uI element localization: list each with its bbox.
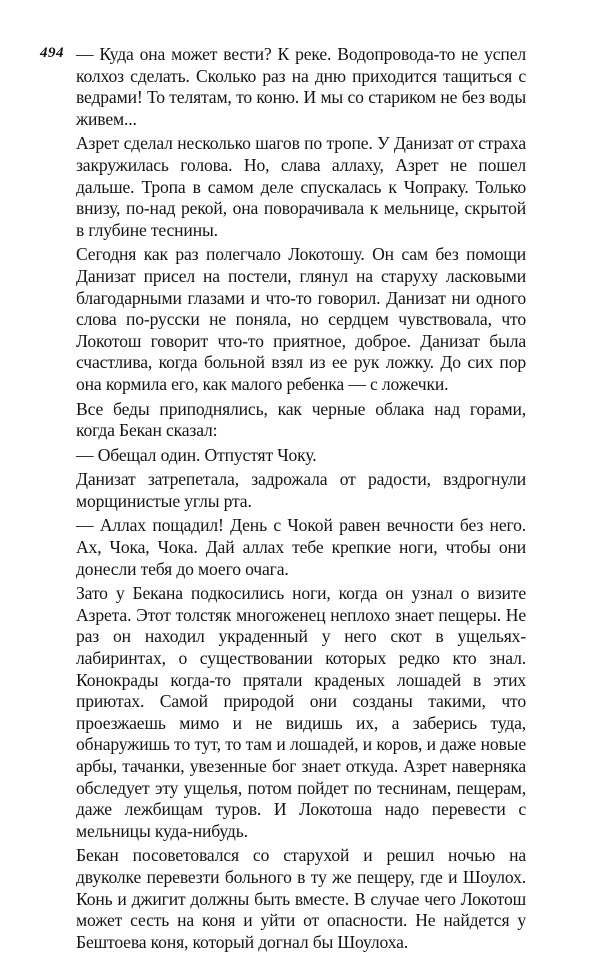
paragraph-6: Данизат затрепетала, задрожала от радости, вздрогнули морщинистые углы рта. bbox=[76, 469, 526, 511]
page-number: 494 bbox=[40, 45, 64, 61]
paragraph-8: Зато у Бекана подкосились ноги, когда он узнал о визите Азрета. Этот толстяк многоженец неплохо знает пещеры. Не раз он находил украденный у него скот в ущельях-лабиринтах, о существовании которых редко кто знал. Конокрады когда-то прятали краденых лошадей в этих приютах. Самой природой они созданы такими, что проезжаешь мимо и не видишь их, а заберись туда, обнаружишь то тут, то там и лошадей, и коров, и даже новые арбы, тачанки, увезенные бог знает откуда. Азрет наверняка обследует эту ущелья, потом пойдет по теснинам, пещерам, даже лежбищам туров. И Локотоша надо перевести с мельницы куда-нибудь. bbox=[76, 583, 526, 841]
paragraph-4: Все беды приподнялись, как черные облака над горами, когда Бекан сказал: bbox=[76, 398, 526, 441]
body-text bbox=[76, 44, 526, 953]
paragraph-1: — Куда она может вести? К реке. Водопровода-то не успел колхоз сделать. Сколько раз на дню приходится тащиться с ведрами! То телятам, то коню. И мы со стариком не без воды живем... bbox=[76, 44, 526, 129]
paragraph-7: — Аллах пощадил! День с Чокой равен вечности без него. Ах, Чока, Чока. Дай аллах тебе крепкие ноги, чтобы они донесли тебя до моего очага. bbox=[76, 515, 526, 579]
paragraph-9: Бекан посоветовался со старухой и решил ночью на двуколке перевезти больного в ту же пещеру, где и Шоулох. Конь и джигит должны быть вместе. В случае чего Локотош может сесть на коня и уйти от опасности. Не найдется у Бештоева коня, который догнал бы Шоулоха. bbox=[76, 845, 526, 952]
paragraph-3: Сегодня как раз полегчало Локотошу. Он сам без помощи Данизат присел на постели, глянул на старуху ласковыми благодарными глазами и что-то говорил. Данизат ни одного слова по-русски не поняла, но сердцем чувствовала, что Локотош говорит что-то приятное, доброе. Данизат была счастлива, когда больной взял из ее рук ложку. До сих пор она кормила его, как малого ребенка — с ложечки. bbox=[76, 244, 526, 394]
paragraph-2: Азрет сделал несколько шагов по тропе. У Данизат от страха закружилась голова. Но, слава аллаху, Азрет не пошел дальше. Тропа в самом деле спускалась к Чопраку. Только внизу, по-над рекой, она поворачивала к мельнице, скрытой в глубине теснины. bbox=[76, 133, 526, 240]
paragraph-5: — Обещал один. Отпустят Чоку. bbox=[76, 444, 317, 465]
